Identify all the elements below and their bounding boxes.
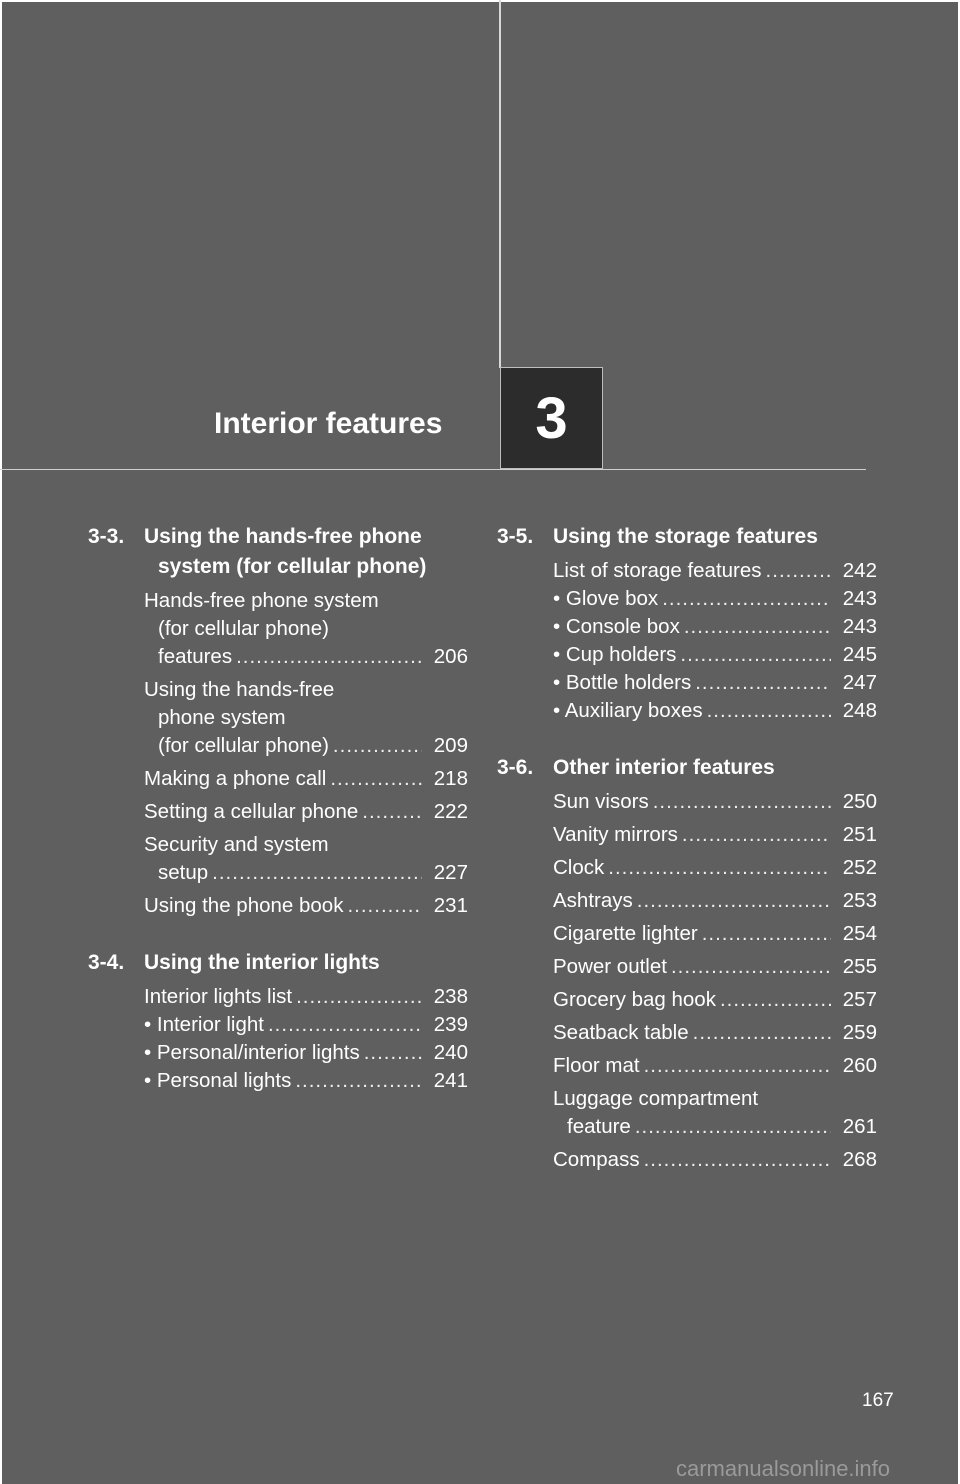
toc-page-number: 222	[433, 800, 468, 823]
toc-page-number: 251	[842, 823, 877, 846]
toc-page-number: 255	[842, 955, 877, 978]
toc-page-number: 261	[842, 1115, 877, 1138]
toc-entry[interactable]	[553, 953, 877, 981]
dot-leader	[762, 557, 831, 585]
toc-entry-text: Using the hands-free	[144, 678, 335, 701]
toc-column-left	[88, 522, 468, 1123]
toc-entry-text: feature	[567, 1115, 631, 1138]
vertical-divider	[499, 0, 501, 368]
toc-entry-line	[553, 1146, 877, 1174]
toc-entry[interactable]	[144, 983, 468, 1011]
toc-entry[interactable]	[553, 920, 877, 948]
toc-entry-line	[144, 587, 468, 615]
toc-entry-line	[144, 892, 468, 920]
toc-entry-text: Vanity mirrors	[553, 823, 678, 846]
section-number: 3-6.	[497, 756, 534, 779]
toc-entry-line	[553, 854, 877, 882]
toc-entry[interactable]	[553, 1146, 877, 1174]
toc-entry-text: • Auxiliary boxes	[553, 699, 703, 722]
toc-entry-text: • Personal/interior lights	[144, 1041, 360, 1064]
section-title	[553, 522, 877, 552]
header-rule	[0, 469, 866, 470]
toc-page-number: 209	[433, 734, 468, 757]
toc-page-number: 259	[842, 1021, 877, 1044]
section-title	[144, 522, 468, 582]
toc-column-right	[497, 522, 877, 1202]
toc-entry-line	[553, 920, 877, 948]
section-number: 3-3.	[88, 525, 125, 548]
section-title-line: Using the storage features	[553, 525, 818, 548]
toc-page-number: 243	[842, 615, 877, 638]
toc-entry[interactable]	[553, 585, 877, 613]
dot-leader	[640, 1052, 831, 1080]
toc-entry-text: Luggage compartment	[553, 1087, 759, 1110]
page-number: 167	[862, 1390, 894, 1411]
toc-entry[interactable]	[144, 587, 468, 671]
toc-entries	[88, 587, 468, 920]
dot-leader	[698, 920, 831, 948]
toc-page-number: 250	[842, 790, 877, 813]
dot-leader	[649, 788, 831, 816]
toc-entry[interactable]	[553, 1085, 877, 1141]
section-title	[553, 753, 877, 783]
dot-leader	[208, 859, 422, 887]
toc-entry[interactable]	[553, 887, 877, 915]
dot-leader	[329, 732, 422, 760]
toc-entry-text: Floor mat	[553, 1054, 640, 1077]
toc-entry-text: Ashtrays	[553, 889, 633, 912]
chapter-number: 3	[535, 385, 568, 451]
toc-page-number: 268	[842, 1148, 877, 1171]
section-number: 3-5.	[497, 525, 534, 548]
toc-entry-text: Interior lights list	[144, 985, 293, 1008]
toc-entry-text: Making a phone call	[144, 767, 327, 790]
toc-section	[497, 753, 877, 1174]
toc-entry-line	[144, 704, 468, 732]
toc-entry-text: • Glove box	[553, 587, 659, 610]
toc-entry[interactable]	[553, 986, 877, 1014]
toc-entry-line	[553, 788, 877, 816]
toc-entry-line	[144, 732, 468, 760]
toc-entry-line	[553, 697, 877, 725]
toc-entry[interactable]	[553, 1019, 877, 1047]
toc-entry-line	[144, 859, 468, 887]
toc-page-number: 243	[842, 587, 877, 610]
dot-leader	[680, 613, 831, 641]
toc-entries	[88, 983, 468, 1095]
toc-page-number: 241	[433, 1069, 468, 1092]
dot-leader	[658, 585, 831, 613]
dot-leader	[291, 1067, 422, 1095]
dot-leader	[343, 892, 422, 920]
section-title	[144, 948, 468, 978]
page-border-left	[0, 0, 2, 1484]
toc-page-number: 257	[842, 988, 877, 1011]
page-border-top	[0, 0, 960, 2]
dot-leader	[640, 1146, 831, 1174]
toc-entry[interactable]	[553, 854, 877, 882]
toc-entry-line	[144, 643, 468, 671]
dot-leader	[703, 697, 831, 725]
toc-entry-line	[553, 641, 877, 669]
toc-entry-line	[553, 585, 877, 613]
toc-entry-line	[553, 613, 877, 641]
toc-entry[interactable]	[553, 821, 877, 849]
section-title-line: Using the hands-free phone	[144, 525, 422, 548]
toc-entry-line	[553, 986, 877, 1014]
section-number: 3-4.	[88, 951, 125, 974]
toc-entries	[497, 557, 877, 725]
section-heading	[88, 522, 468, 582]
toc-entry[interactable]	[144, 1039, 468, 1067]
toc-entry-line	[144, 676, 468, 704]
toc-entry-text: Cigarette lighter	[553, 922, 698, 945]
toc-entry[interactable]	[144, 831, 468, 887]
toc-entry-line	[144, 1067, 468, 1095]
dot-leader	[667, 953, 831, 981]
toc-entry-line	[144, 798, 468, 826]
toc-entry-text: phone system	[158, 706, 286, 729]
toc-entry[interactable]	[144, 1011, 468, 1039]
toc-entry-line	[553, 1019, 877, 1047]
toc-entry-line	[553, 821, 877, 849]
toc-entries	[497, 788, 877, 1174]
toc-page-number: 239	[433, 1013, 468, 1036]
toc-page-number: 227	[433, 861, 468, 884]
toc-entry[interactable]	[553, 669, 877, 697]
dot-leader	[676, 641, 831, 669]
section-title-line: Other interior features	[553, 756, 775, 779]
dot-leader	[232, 643, 422, 671]
dot-leader	[604, 854, 831, 882]
dot-leader	[326, 765, 422, 793]
dot-leader	[631, 1113, 831, 1141]
toc-entry-line	[553, 1113, 877, 1141]
toc-entry-text: Grocery bag hook	[553, 988, 716, 1011]
toc-entry[interactable]	[553, 613, 877, 641]
toc-entry-text: setup	[158, 861, 209, 884]
toc-entry-text: • Personal lights	[144, 1069, 292, 1092]
section-title-line: system (for cellular phone)	[158, 555, 427, 578]
toc-page-number: 231	[433, 894, 468, 917]
dot-leader	[264, 1011, 422, 1039]
toc-entry-line	[553, 557, 877, 585]
toc-entry[interactable]	[553, 788, 877, 816]
section-heading	[497, 522, 877, 552]
chapter-title: Interior features	[214, 407, 443, 440]
toc-entry[interactable]	[144, 676, 468, 760]
dot-leader	[633, 887, 831, 915]
toc-section	[497, 522, 877, 725]
toc-entry-text: • Console box	[553, 615, 680, 638]
toc-entry-line	[144, 983, 468, 1011]
dot-leader	[691, 669, 831, 697]
dot-leader	[716, 986, 831, 1014]
toc-entry-text: Security and system	[144, 833, 329, 856]
toc-entry[interactable]	[553, 697, 877, 725]
toc-page-number: 252	[842, 856, 877, 879]
dot-leader	[689, 1019, 831, 1047]
toc-page-number: 218	[433, 767, 468, 790]
toc-entry-line	[553, 887, 877, 915]
section-title-line: Using the interior lights	[144, 951, 380, 974]
toc-entry-text: • Cup holders	[553, 643, 677, 666]
toc-page-number: 260	[842, 1054, 877, 1077]
chapter-number-box	[500, 367, 603, 469]
toc-entry[interactable]	[553, 557, 877, 585]
toc-entry-line	[144, 831, 468, 859]
toc-entry-text: Setting a cellular phone	[144, 800, 359, 823]
dot-leader	[292, 983, 422, 1011]
toc-entry-text: Clock	[553, 856, 605, 879]
toc-entry-line	[553, 953, 877, 981]
toc-entry-text: • Interior light	[144, 1013, 264, 1036]
toc-entry-text: • Bottle holders	[553, 671, 692, 694]
toc-entry[interactable]	[553, 641, 877, 669]
toc-entry-line	[144, 615, 468, 643]
toc-entry-text: Power outlet	[553, 955, 667, 978]
toc-entry[interactable]	[553, 1052, 877, 1080]
toc-entry-text: List of storage features	[553, 559, 762, 582]
toc-entry-text: features	[158, 645, 233, 668]
section-heading	[88, 948, 468, 978]
toc-entry-line	[144, 1011, 468, 1039]
section-heading	[497, 753, 877, 783]
toc-entry[interactable]	[144, 1067, 468, 1095]
toc-section	[88, 948, 468, 1095]
toc-entry-line	[553, 1085, 877, 1113]
toc-entry-line	[553, 669, 877, 697]
toc-entry[interactable]	[144, 798, 468, 826]
toc-entry-text: (for cellular phone)	[158, 617, 329, 640]
toc-page-number: 240	[433, 1041, 468, 1064]
toc-page-number: 238	[433, 985, 468, 1008]
watermark: carmanualsonline.info	[676, 1456, 891, 1481]
toc-page-number: 206	[433, 645, 468, 668]
toc-page-number: 242	[842, 559, 877, 582]
toc-entry-line	[553, 1052, 877, 1080]
toc-entry[interactable]	[144, 765, 468, 793]
toc-entry-line	[144, 1039, 468, 1067]
toc-page-number: 248	[842, 699, 877, 722]
toc-entry-line	[144, 765, 468, 793]
toc-page-number: 254	[842, 922, 877, 945]
toc-section	[88, 522, 468, 920]
toc-entry-text: (for cellular phone)	[158, 734, 329, 757]
toc-entry-text: Seatback table	[553, 1021, 689, 1044]
toc-entry-text: Using the phone book	[144, 894, 344, 917]
toc-entry-text: Sun visors	[553, 790, 649, 813]
toc-page-number: 245	[842, 643, 877, 666]
dot-leader	[358, 798, 422, 826]
toc-page-number: 247	[842, 671, 877, 694]
toc-entry-text: Hands-free phone system	[144, 589, 379, 612]
dot-leader	[678, 821, 831, 849]
toc-entry-text: Compass	[553, 1148, 640, 1171]
toc-page-number: 253	[842, 889, 877, 912]
dot-leader	[360, 1039, 422, 1067]
toc-entry[interactable]	[144, 892, 468, 920]
